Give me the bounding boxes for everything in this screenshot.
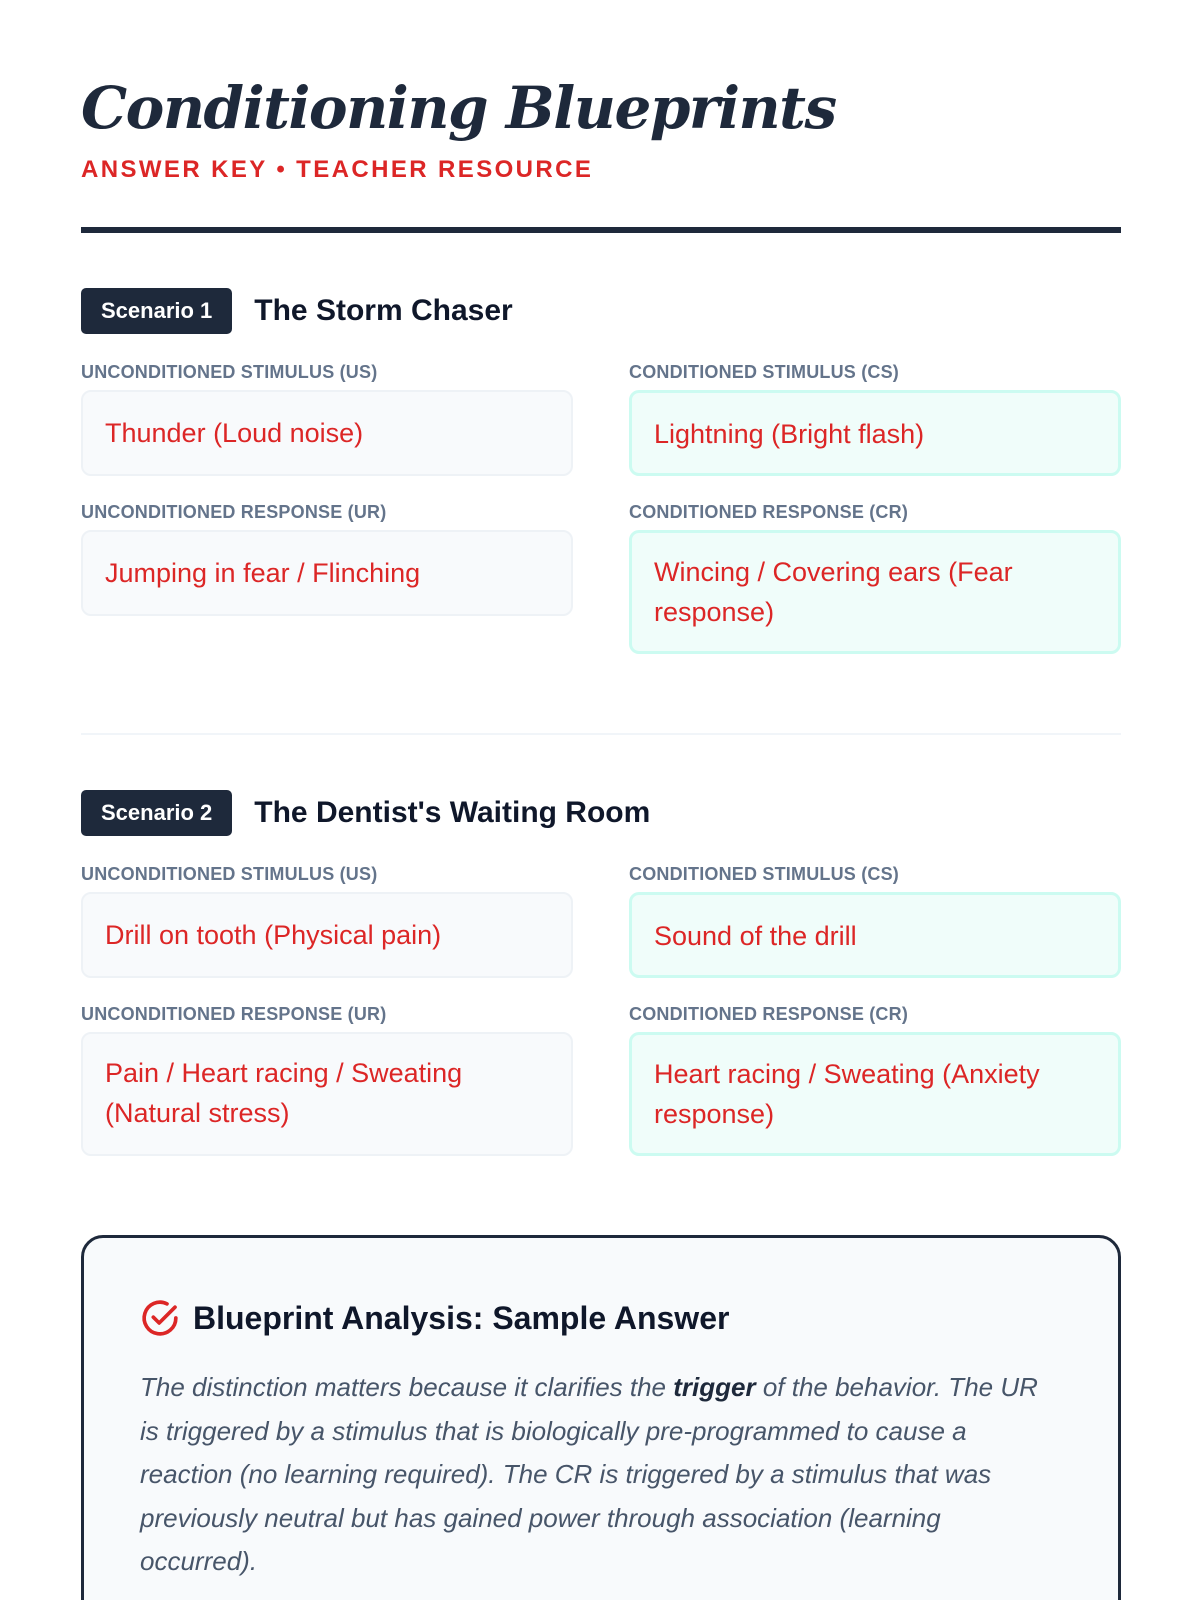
cr-answer: Heart racing / Sweating (Anxiety response): [629, 1032, 1121, 1156]
ur-answer: Jumping in fear / Flinching: [81, 530, 573, 616]
cs-cell: [629, 362, 1121, 476]
scenario-header: [81, 790, 650, 836]
analysis-text-part: of the behavior. The UR is triggered by a stimulus that is biologically pre-programmed to cause a reaction (no learning required). The CR is triggered by a stimulus that was previously neutral but has gained power through association (learning occurred).: [140, 1372, 1038, 1576]
section-divider: [81, 733, 1121, 735]
us-cell: [81, 864, 573, 978]
page-subtitle: ANSWER KEY • TEACHER RESOURCE: [81, 156, 594, 183]
us-answer: Thunder (Loud noise): [81, 390, 573, 476]
ur-label: UNCONDITIONED RESPONSE (UR): [81, 1004, 387, 1024]
cs-answer: Lightning (Bright flash): [629, 390, 1121, 476]
us-label: UNCONDITIONED STIMULUS (US): [81, 864, 378, 884]
scenario-header: [81, 288, 513, 334]
ur-cell: [81, 502, 573, 616]
cr-answer: Wincing / Covering ears (Fear response): [629, 530, 1121, 654]
us-label: UNCONDITIONED STIMULUS (US): [81, 362, 378, 382]
cr-cell: [629, 1004, 1121, 1156]
scenario-badge: Scenario 1: [81, 288, 232, 334]
cr-label: CONDITIONED RESPONSE (CR): [629, 502, 909, 522]
analysis-text-part: The distinction matters because it clarifies the: [140, 1372, 674, 1402]
ur-cell: [81, 1004, 573, 1156]
scenario-badge: Scenario 2: [81, 790, 232, 836]
analysis-header: [140, 1298, 729, 1338]
analysis-title: Blueprint Analysis: Sample Answer: [193, 1299, 730, 1336]
scenario-title: The Storm Chaser: [254, 294, 513, 327]
analysis-text: [140, 1366, 1060, 1584]
ur-label: UNCONDITIONED RESPONSE (UR): [81, 502, 387, 522]
cr-label: CONDITIONED RESPONSE (CR): [629, 1004, 909, 1024]
check-circle-icon: [140, 1298, 180, 1338]
cs-answer: Sound of the drill: [629, 892, 1121, 978]
cs-cell: [629, 864, 1121, 978]
cr-cell: [629, 502, 1121, 654]
page-title: Conditioning Blueprints: [81, 74, 836, 142]
header-divider: [81, 227, 1121, 233]
cs-label: CONDITIONED STIMULUS (CS): [629, 362, 899, 382]
cs-label: CONDITIONED STIMULUS (CS): [629, 864, 899, 884]
us-cell: [81, 362, 573, 476]
scenario-title: The Dentist's Waiting Room: [254, 796, 651, 829]
analysis-emphasis: trigger: [673, 1372, 756, 1402]
ur-answer: Pain / Heart racing / Sweating (Natural stress): [81, 1032, 573, 1156]
us-answer: Drill on tooth (Physical pain): [81, 892, 573, 978]
analysis-box: [81, 1235, 1121, 1600]
